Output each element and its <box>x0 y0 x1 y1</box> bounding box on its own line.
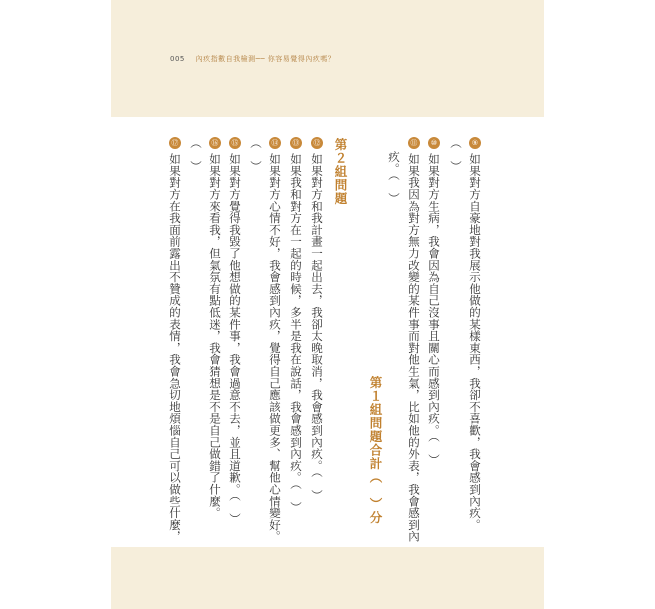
item-11 <box>407 137 421 542</box>
item-text: 疚。（ ） <box>387 151 401 205</box>
item-16-bracket <box>189 137 203 172</box>
item-number: ⑬ <box>290 137 302 149</box>
item-text: 如果我因為對方無力改變的某件事而對他生氣，比如他的外表，我會感到內 <box>407 153 421 543</box>
group1-total: 第１組問題合計（ ）分 <box>368 376 383 525</box>
chapter-title: 內疚指數自我檢測── 你容易覺得內疚嗎？ <box>195 55 336 63</box>
item-9-bracket <box>449 137 463 172</box>
item-text: 如果我和對方在一起的時候，多半是我在說話，我會感到內疚。（ ） <box>289 153 303 514</box>
item-number: ⑰ <box>169 137 181 149</box>
item-text: 如果對方和我計畫一起出去，我卻太晚取消，我會感到內疚。（ ） <box>310 153 324 502</box>
item-text: 如果對方覺得我毀了他想做的某件事，我會過意不去，並且道歉。（ ） <box>228 153 242 525</box>
item-number: ⑯ <box>209 137 221 149</box>
item-number: ⑫ <box>311 137 323 149</box>
answer-bracket: （ ） <box>189 137 203 173</box>
item-text: 如果對方在我面前露出不贊成的表情，我會急切地煩惱自己可以做些什麼， <box>168 153 182 543</box>
item-12 <box>310 137 324 501</box>
running-header <box>170 54 335 64</box>
item-10 <box>427 137 441 466</box>
item-number: ⑮ <box>229 137 241 149</box>
answer-bracket: （ ） <box>249 137 263 173</box>
item-number: ⑩ <box>428 137 440 149</box>
item-text: 如果對方來看我，但氣氛有點低迷，我會猜想是不是自己做錯了什麼。 <box>208 153 222 519</box>
item-text: 如果對方心情不好，我會感到內疚，覺得自己應該做更多、幫他心情變好。 <box>268 153 282 543</box>
item-14-bracket <box>249 137 263 172</box>
bottom-band <box>111 547 544 609</box>
item-text: 如果對方自豪地對我展示他做的某樣東西，我卻不喜歡，我會感到內疚。 <box>468 153 482 531</box>
item-13 <box>289 137 303 513</box>
item-17 <box>168 137 182 542</box>
item-16 <box>208 137 222 519</box>
group2-title: 第２組問題 <box>333 138 348 206</box>
item-number: ⑭ <box>269 137 281 149</box>
item-15 <box>228 137 242 525</box>
page-number: 005 <box>170 55 185 63</box>
item-9 <box>468 137 482 531</box>
item-text: 如果對方生病，我會因為自己沒事且關心而感到內疚。（ ） <box>427 153 441 466</box>
item-11-cont <box>387 151 401 204</box>
item-14 <box>268 137 282 542</box>
item-number: ⑨ <box>469 137 481 149</box>
item-number: ⑪ <box>408 137 420 149</box>
answer-bracket: （ ） <box>449 137 463 173</box>
